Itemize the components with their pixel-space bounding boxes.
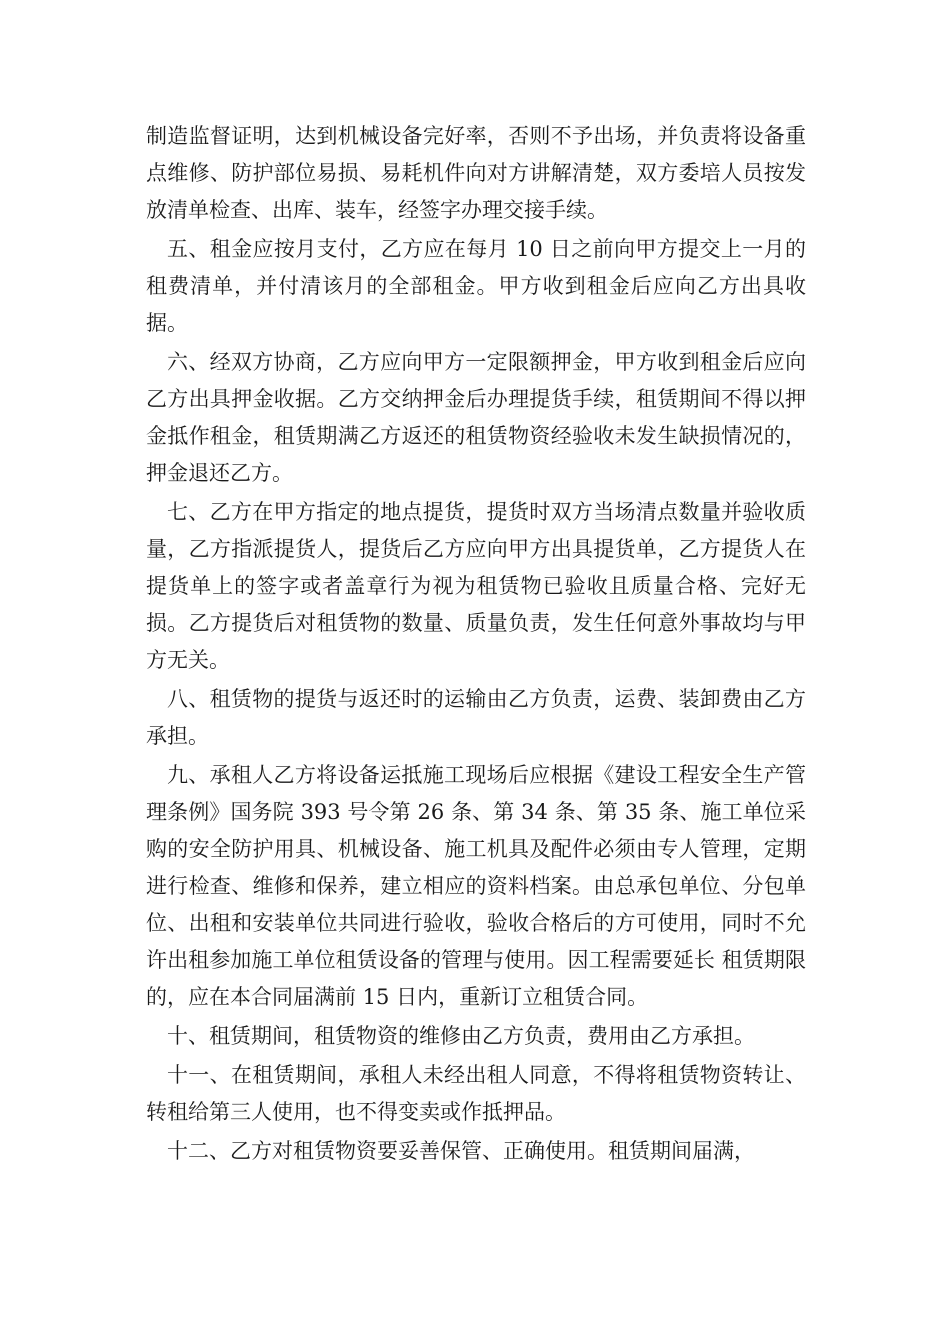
paragraph-clause-6: 六、经双方协商，乙方应向甲方一定限额押金，甲方收到租金后应向乙方出具押金收据。乙方交纳押金后办理提货手续，租赁期间不得以押金抵作租金，租赁期满乙方返还的租赁物资经验收未发生缺损情况的，押金退还乙方。 [146, 350, 806, 485]
paragraph-clause-7: 七、乙方在甲方指定的地点提货，提货时双方当场清点数量并验收质量，乙方指派提货人，提货后乙方应向甲方出具提货单，乙方提货人在提货单上的签字或者盖章行为视为租赁物已验收且质量合格、完好无损。乙方提货后对租赁物的数量、质量负责，发生任何意外事故均与甲方无关。 [146, 500, 806, 672]
paragraph-clause-9: 九、承租人乙方将设备运抵施工现场后应根据《建设工程安全生产管理条例》国务院 393 号令第 26 条、第 34 条、第 35 条、施工单位采购的安全防护用具、机械设备、施工机具及配件必须由专人管理，定期进行检查、维修和保养，建立相应的资料档案。由总承包单位、分包单位、出租和安装单位共同进行验收，验收合格后的方可使用，同时不允许出租参加施工单位租赁设备的管理与使用。因工程需要延长 租赁期限的，应在本合同届满前 15 日内，重新订立租赁合同。 [146, 763, 806, 1009]
document-body [146, 118, 806, 1172]
paragraph-clause-11: 十一、在租赁期间，承租人未经出租人同意，不得将租赁物资转让、转租给第三人使用，也不得变卖或作抵押品。 [146, 1063, 806, 1124]
paragraph-clause-5: 五、租金应按月支付，乙方应在每月 10 日之前向甲方提交上一月的租费清单，并付清该月的全部租金。甲方收到租金后应向乙方出具收据。 [146, 237, 806, 335]
paragraph-continuation: 制造监督证明，达到机械设备完好率，否则不予出场，并负责将设备重点维修、防护部位易损、易耗机件向对方讲解清楚，双方委培人员按发放清单检查、出库、装车，经签字办理交接手续。 [146, 124, 806, 222]
paragraph-clause-10: 十、租赁期间，租赁物资的维修由乙方负责，费用由乙方承担。 [167, 1024, 755, 1048]
paragraph-clause-8: 八、租赁物的提货与返还时的运输由乙方负责，运费、装卸费由乙方承担。 [146, 687, 806, 748]
paragraph-clause-12: 十二、乙方对租赁物资要妥善保管、正确使用。租赁期间届满， [167, 1139, 755, 1163]
